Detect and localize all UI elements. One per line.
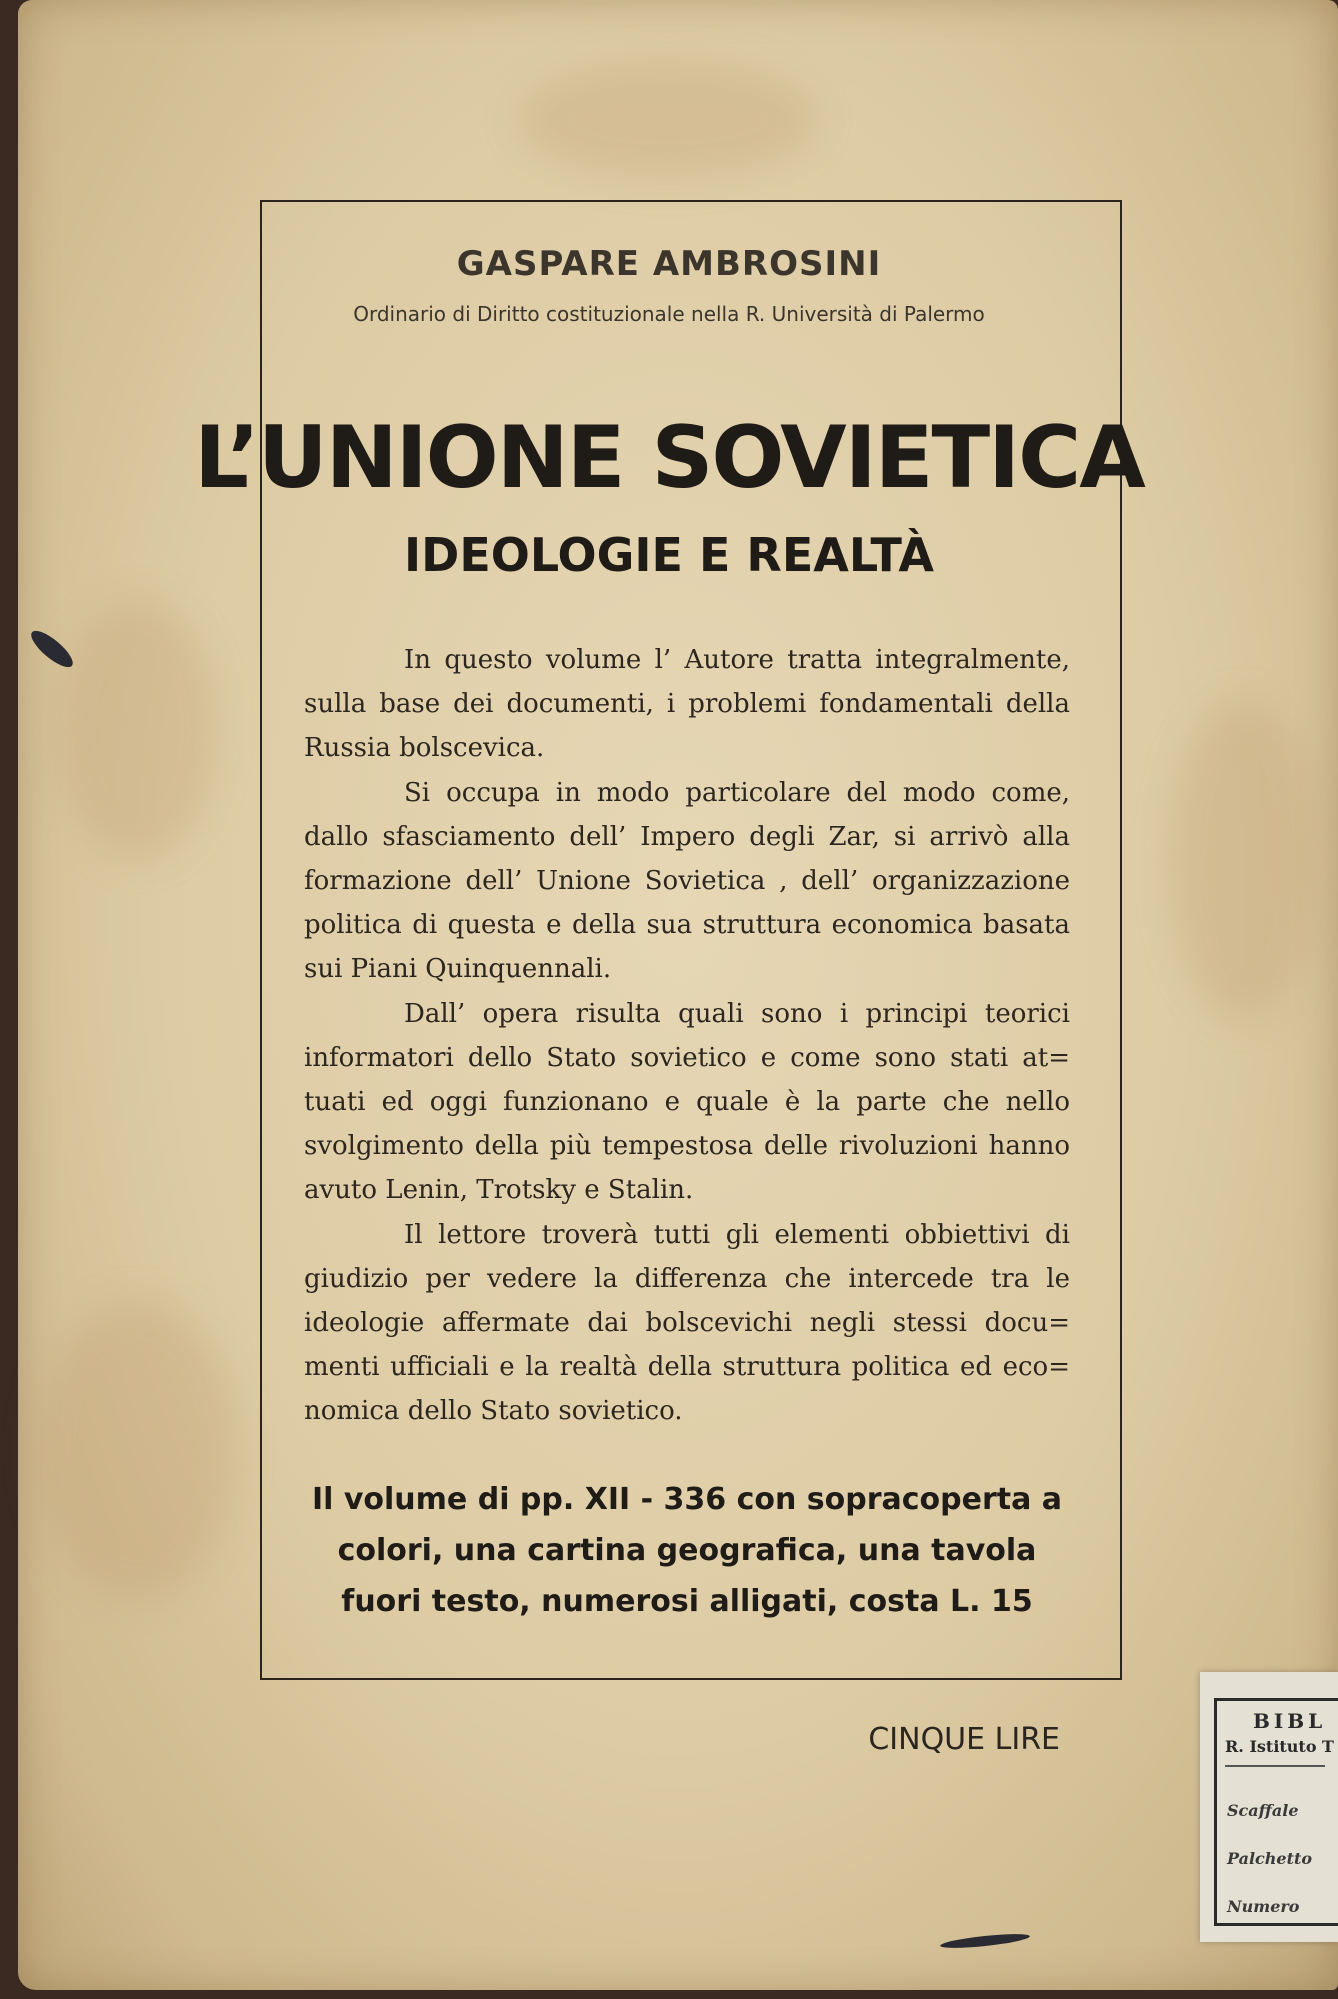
description-paragraph: In questo volume l’ Autore tratta integralmente, sulla base dei documenti, i problemi fondamentali della Russia bolscevica. bbox=[304, 645, 1070, 764]
book-subtitle: IDEOLOGIE E REALTÀ bbox=[404, 528, 934, 582]
description-paragraph: Si occupa in modo particolare del modo come, dallo sfasciamento dell’ Impero degli Zar, si arrivò alla formazione dell’ Unione Sovietica , dell’ organizzazione politica di questa e della sua struttura economica basata sui Piani Quinquennali. bbox=[304, 777, 1070, 985]
cover-price: CINQUE LIRE bbox=[868, 1722, 1060, 1757]
library-label bbox=[1200, 1672, 1338, 1942]
book-title: L’UNIONE SOVIETICA bbox=[194, 408, 1144, 508]
library-label-rule bbox=[1225, 1765, 1325, 1767]
volume-price-note: Il volume di pp. XII - 336 con sopracoperta a colori, una cartina geografica, una tavola fuori testo, numerosi alligati, costa L. 15 bbox=[311, 1482, 1063, 1619]
description-text bbox=[304, 638, 1070, 1434]
author-name: GASPARE AMBROSINI bbox=[456, 244, 882, 284]
library-label-heading: BIBL bbox=[1253, 1709, 1327, 1733]
library-label-institution: R. Istituto T bbox=[1225, 1737, 1334, 1756]
description-paragraph: Dall’ opera risulta quali sono i principi teorici informatori dello Stato sovietico e come sono stati at= tuati ed oggi funzionano e quale è la parte che nello svolgimento della più tempestosa delle rivoluzioni hanno avuto Lenin, Trotsky e Stalin. bbox=[304, 998, 1070, 1206]
library-label-number: Numero bbox=[1227, 1897, 1300, 1916]
library-label-shelf: Scaffale bbox=[1227, 1801, 1299, 1820]
description-paragraph: Il lettore troverà tutti gli elementi obbiettivi di giudizio per vedere la differenza che intercede tra le ideologie affermate dai bolscevichi negli stessi docu= menti ufficiali e la realtà della struttura politica ed eco= nomica dello Stato sovietico. bbox=[304, 1219, 1070, 1427]
author-affiliation: Ordinario di Diritto costituzionale nella R. Università di Palermo bbox=[353, 302, 985, 326]
library-label-box bbox=[1214, 1698, 1338, 1926]
library-label-stand: Palchetto bbox=[1227, 1849, 1313, 1868]
